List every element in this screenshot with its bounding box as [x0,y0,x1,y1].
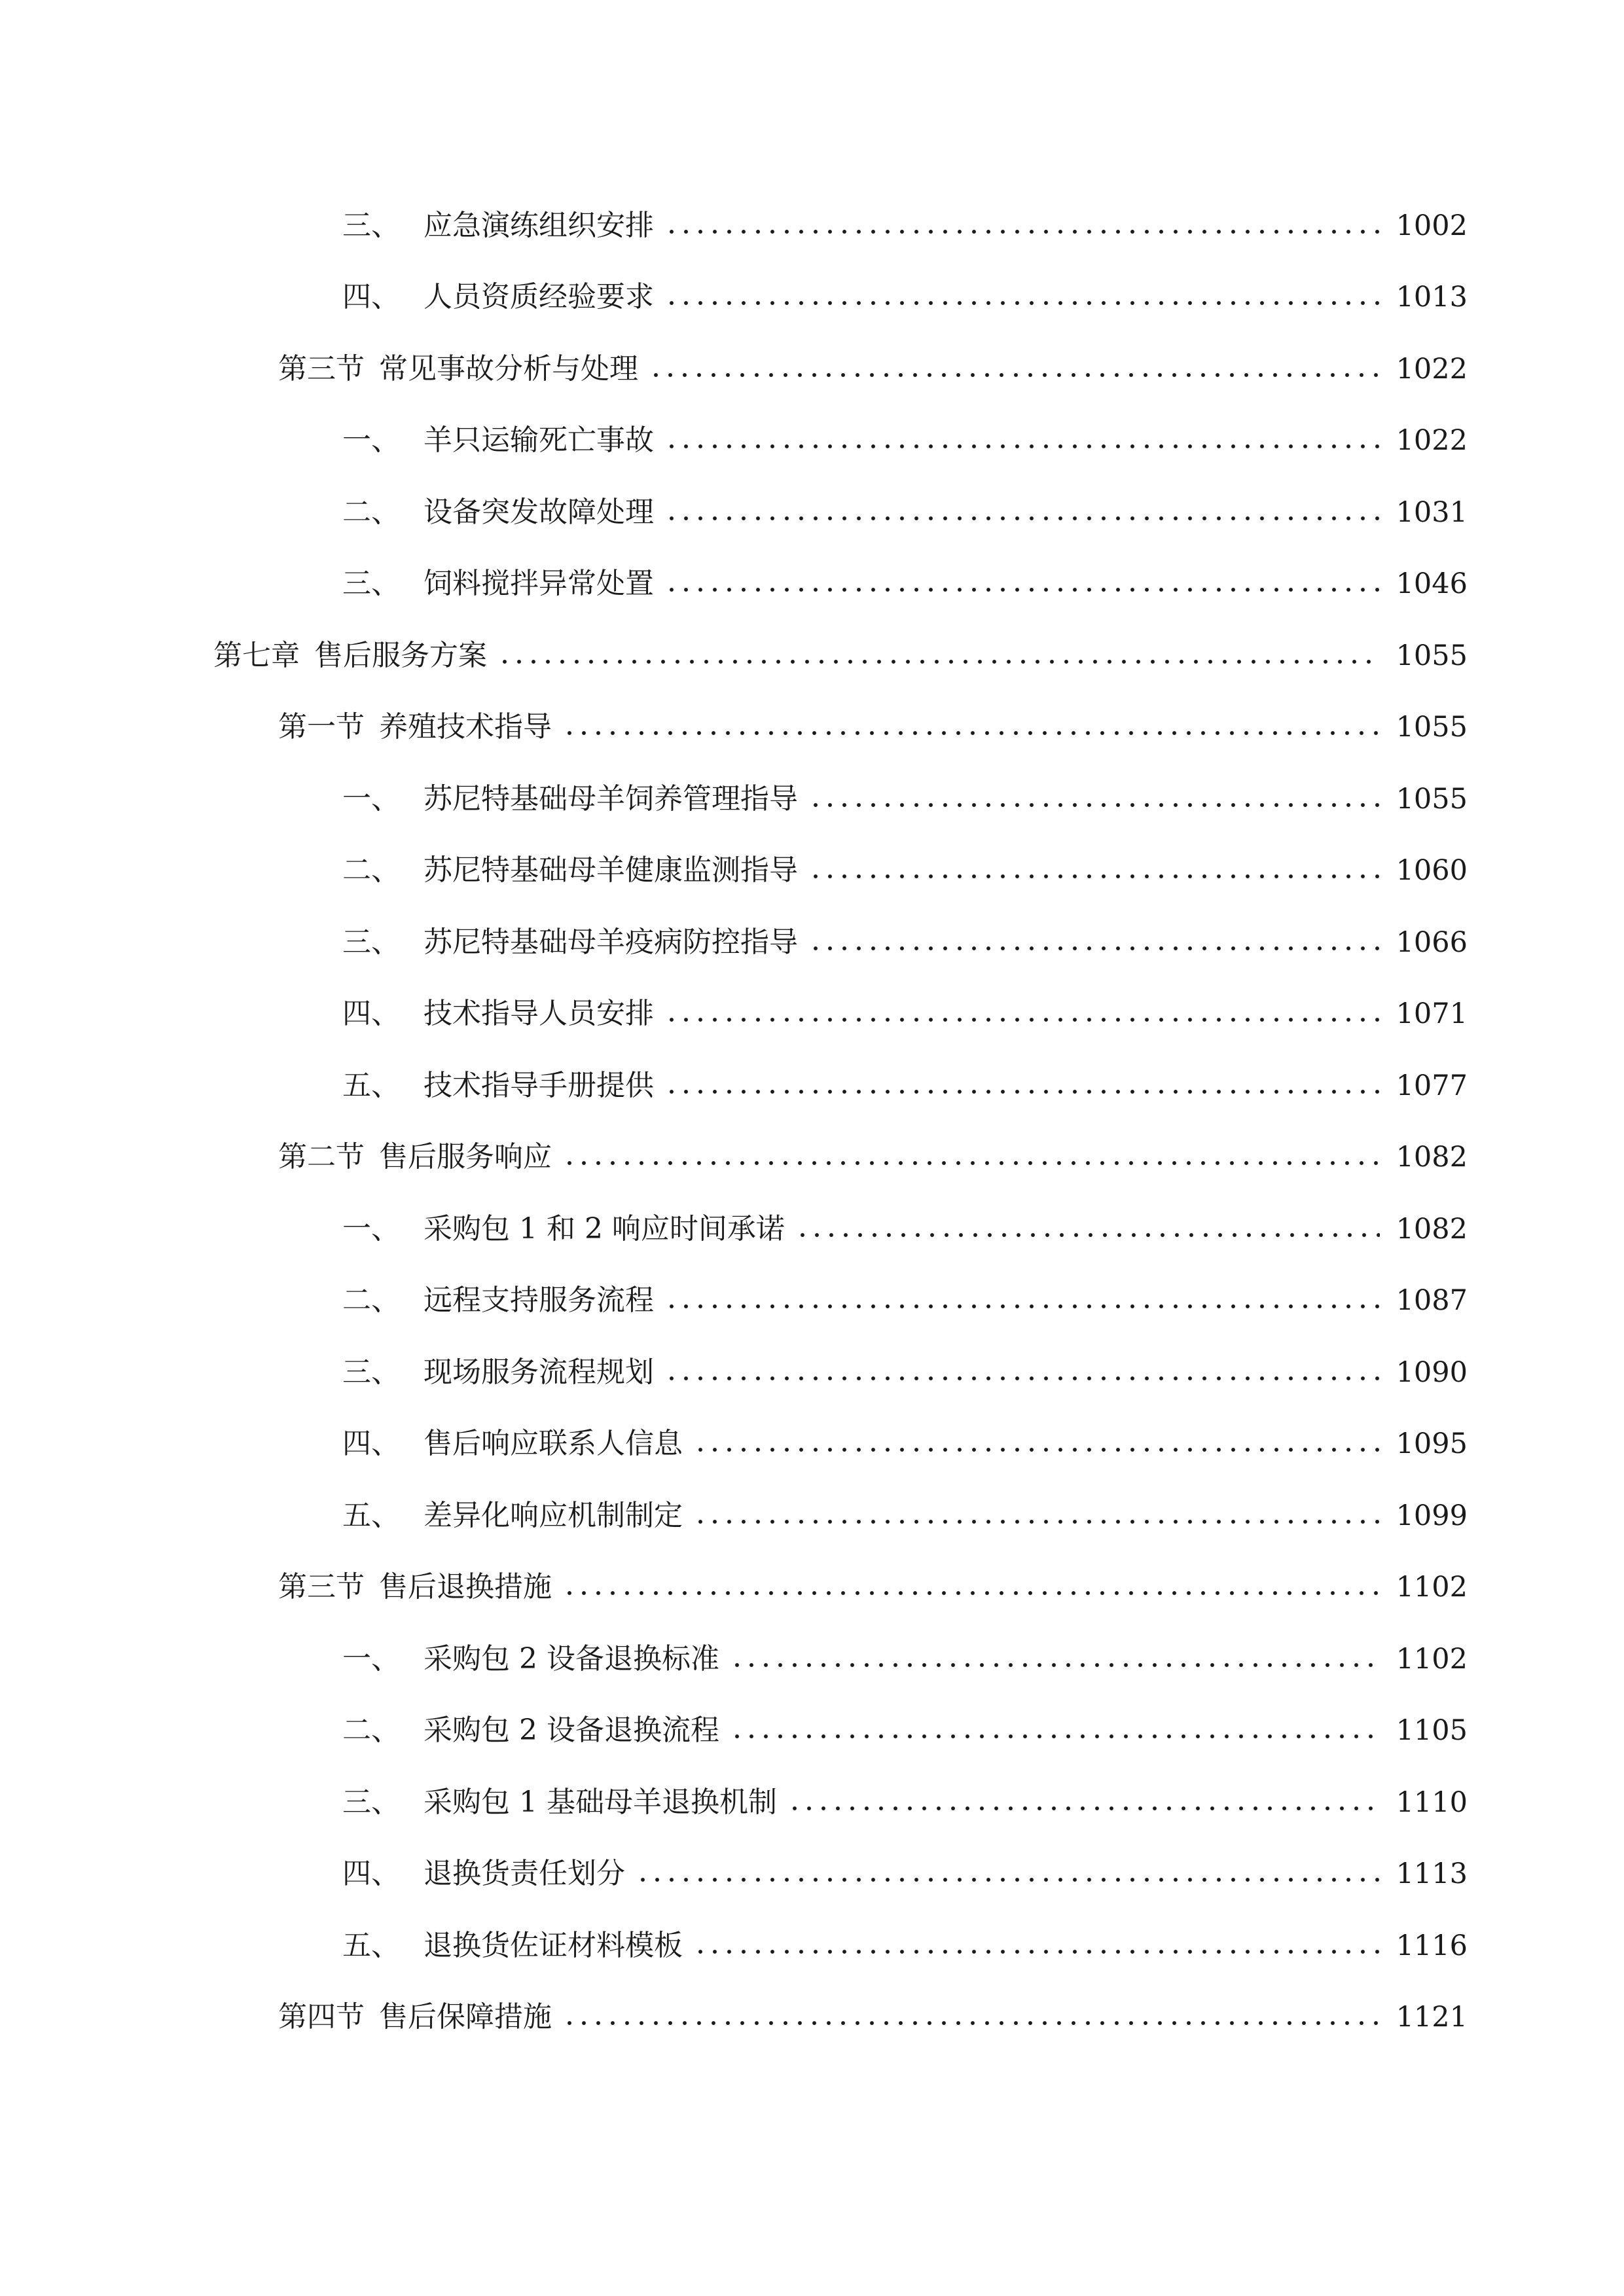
toc-entry-label [342,1424,691,1463]
toc-entry[interactable] [0,1695,1624,1767]
toc-entry-label [213,636,495,675]
toc-entry-page-number: 1055 [1396,782,1468,816]
dot-leader [730,1732,1380,1740]
toc-entry-title: 羊只运输死亡事故 [424,423,654,457]
toc-entry-label [342,780,806,819]
toc-entry-page-number: 1071 [1396,997,1468,1031]
toc-entry-number: 二、 [342,1283,400,1318]
toc-entry-number: 四、 [342,280,400,314]
toc-entry-label [278,350,646,389]
toc-entry-number: 二、 [342,1713,400,1748]
toc-entry-number: 一、 [342,1211,400,1246]
toc-entry-page-number: 1113 [1396,1857,1468,1891]
toc-entry-label [278,1568,560,1607]
toc-entry-number: 第二节 [278,1140,365,1174]
toc-entry-number: 一、 [342,1641,400,1676]
toc-entry-label [278,1998,560,2037]
dot-leader [693,1518,1380,1526]
dot-leader [562,2019,1380,2027]
toc-entry-title: 现场服务流程规划 [424,1355,654,1389]
toc-entry[interactable] [0,1122,1624,1194]
toc-entry-page-number: 1082 [1396,1141,1468,1174]
toc-entry-page-number: 1082 [1396,1212,1468,1246]
toc-entry-label [342,851,806,890]
dot-leader [808,801,1380,809]
toc-entry-number: 第三节 [278,351,365,386]
toc-entry-page-number: 1066 [1396,925,1468,959]
toc-entry-title: 退换货责任划分 [424,1857,625,1891]
dot-leader [562,1159,1380,1167]
dot-leader [693,1948,1380,1956]
toc-entry-label [278,708,560,747]
dot-leader [693,1446,1380,1454]
toc-entry-page-number: 1055 [1396,639,1468,672]
toc-entry-number: 第七章 [213,638,300,672]
toc-entry[interactable] [0,1050,1624,1122]
toc-entry-number: 第一节 [278,710,365,744]
toc-entry-page-number: 1090 [1396,1355,1468,1389]
toc-entry-page-number: 1046 [1396,567,1468,601]
toc-entry-title: 人员资质经验要求 [424,280,654,314]
toc-entry-page-number: 1095 [1396,1427,1468,1461]
toc-entry-title: 采购包 1 和 2 响应时间承诺 [424,1211,785,1246]
toc-entry-page-number: 1022 [1396,424,1468,457]
dot-leader [808,944,1380,952]
toc-entry-page-number: 1087 [1396,1284,1468,1318]
dot-leader [664,1016,1380,1024]
toc-entry-title: 退换货佐证材料模板 [424,1928,683,1962]
toc-entry-page-number: 1060 [1396,854,1468,888]
dot-leader [664,442,1380,450]
dot-leader [664,1302,1380,1310]
toc-entry-label [342,1926,691,1965]
toc-entry-page-number: 1102 [1396,1642,1468,1676]
toc-entry[interactable] [0,1767,1624,1839]
toc-entry-number: 五、 [342,1928,400,1962]
toc-entry-title: 售后服务方案 [314,638,487,672]
toc-entry-label [342,1496,691,1535]
toc-entry-label [342,1783,785,1822]
toc-entry-number: 三、 [342,1785,400,1819]
toc-entry-title: 售后服务响应 [379,1140,552,1174]
toc-entry[interactable] [0,405,1624,477]
toc-entry-page-number: 1077 [1396,1069,1468,1102]
toc-entry-title: 饲料搅拌异常处置 [424,567,654,601]
toc-entry-label [342,1066,662,1105]
toc-entry-label [342,421,662,460]
toc-entry-page-number: 1102 [1396,1571,1468,1604]
dot-leader [636,1876,1380,1884]
toc-entry[interactable] [0,1623,1624,1695]
toc-entry-label [342,564,662,603]
toc-entry-number: 四、 [342,1857,400,1891]
toc-entry-page-number: 1121 [1396,2001,1468,2034]
toc-entry-page-number: 1110 [1396,1785,1468,1819]
toc-entry-number: 一、 [342,781,400,816]
toc-entry-number: 第四节 [278,2000,365,2034]
toc-entry-title: 苏尼特基础母羊疫病防控指导 [424,925,798,959]
toc-entry[interactable] [0,620,1624,692]
toc-entry-title: 售后保障措施 [379,2000,552,2034]
dot-leader [664,1374,1380,1382]
toc-entry-label [342,493,662,532]
toc-entry-title: 售后退换措施 [379,1570,552,1604]
dot-leader [562,729,1380,737]
toc-entry-page-number: 1013 [1396,281,1468,314]
toc-entry-number: 三、 [342,1355,400,1389]
dot-leader [730,1661,1380,1669]
toc-entry[interactable] [0,190,1624,262]
toc-entry[interactable] [0,1552,1624,1624]
toc-entry-title: 采购包 2 设备退换流程 [424,1713,719,1748]
toc-entry[interactable] [0,476,1624,548]
dot-leader [649,371,1380,379]
toc-entry-label [342,1711,727,1750]
toc-entry-label [342,1210,793,1249]
toc-entry-title: 售后响应联系人信息 [424,1427,683,1461]
toc-entry-label [278,1138,560,1177]
toc-entry-label [342,278,662,317]
toc-entry-number: 三、 [342,567,400,601]
toc-entry-label [342,1281,662,1320]
toc-entry-number: 一、 [342,423,400,457]
toc-entry-number: 五、 [342,1498,400,1532]
toc-entry[interactable] [0,1408,1624,1480]
dot-leader [795,1231,1380,1239]
toc-entry-title: 苏尼特基础母羊健康监测指导 [424,853,798,888]
dot-leader [664,586,1380,594]
toc-entry-title: 采购包 1 基础母羊退换机制 [424,1785,777,1819]
toc-entry-title: 技术指导人员安排 [424,997,654,1031]
toc-entry[interactable] [0,1480,1624,1552]
toc-entry-page-number: 1022 [1396,352,1468,386]
toc-entry[interactable] [0,692,1624,764]
toc-entry[interactable] [0,548,1624,620]
table-of-contents [0,190,1624,2053]
toc-entry[interactable] [0,1265,1624,1337]
toc-entry-label [342,206,662,245]
toc-entry-label [342,1640,727,1679]
dot-leader [562,1589,1380,1597]
toc-entry[interactable] [0,262,1624,334]
toc-entry[interactable] [0,1839,1624,1910]
toc-entry-title: 应急演练组织安排 [424,208,654,242]
toc-entry-title: 养殖技术指导 [379,710,552,744]
dot-leader [664,514,1380,522]
dot-leader [664,1088,1380,1096]
toc-entry-label [342,923,806,962]
toc-entry-number: 三、 [342,208,400,242]
toc-entry[interactable] [0,763,1624,835]
dot-leader [808,872,1380,880]
toc-entry-number: 五、 [342,1068,400,1102]
toc-entry[interactable] [0,1982,1624,2054]
toc-entry-page-number: 1116 [1396,1929,1468,1962]
toc-entry-number: 二、 [342,853,400,888]
toc-entry-number: 三、 [342,925,400,959]
toc-entry[interactable] [0,1910,1624,1982]
toc-entry-title: 采购包 2 设备退换标准 [424,1641,719,1676]
toc-entry[interactable] [0,1336,1624,1408]
toc-entry-title: 苏尼特基础母羊饲养管理指导 [424,781,798,816]
toc-entry[interactable] [0,906,1624,978]
toc-entry-page-number: 1002 [1396,209,1468,242]
toc-entry-number: 四、 [342,1427,400,1461]
toc-entry[interactable] [0,835,1624,907]
toc-entry-page-number: 1055 [1396,711,1468,744]
toc-entry-page-number: 1031 [1396,495,1468,529]
toc-entry[interactable] [0,333,1624,405]
toc-entry-label [342,1854,633,1893]
toc-entry-title: 技术指导手册提供 [424,1068,654,1102]
toc-entry-title: 远程支持服务流程 [424,1283,654,1318]
dot-leader [664,299,1380,307]
dot-leader [497,658,1380,666]
toc-entry-title: 差异化响应机制制定 [424,1498,683,1532]
dot-leader [787,1804,1380,1812]
toc-entry-title: 设备突发故障处理 [424,495,654,529]
dot-leader [664,228,1380,236]
toc-entry-number: 二、 [342,495,400,529]
toc-entry-number: 第三节 [278,1570,365,1604]
toc-entry-title: 常见事故分析与处理 [379,351,638,386]
toc-entry-number: 四、 [342,997,400,1031]
toc-entry-label [342,994,662,1033]
toc-entry-page-number: 1099 [1396,1499,1468,1532]
toc-entry[interactable] [0,978,1624,1050]
toc-entry-label [342,1353,662,1392]
toc-entry-page-number: 1105 [1396,1714,1468,1748]
toc-entry[interactable] [0,1193,1624,1265]
